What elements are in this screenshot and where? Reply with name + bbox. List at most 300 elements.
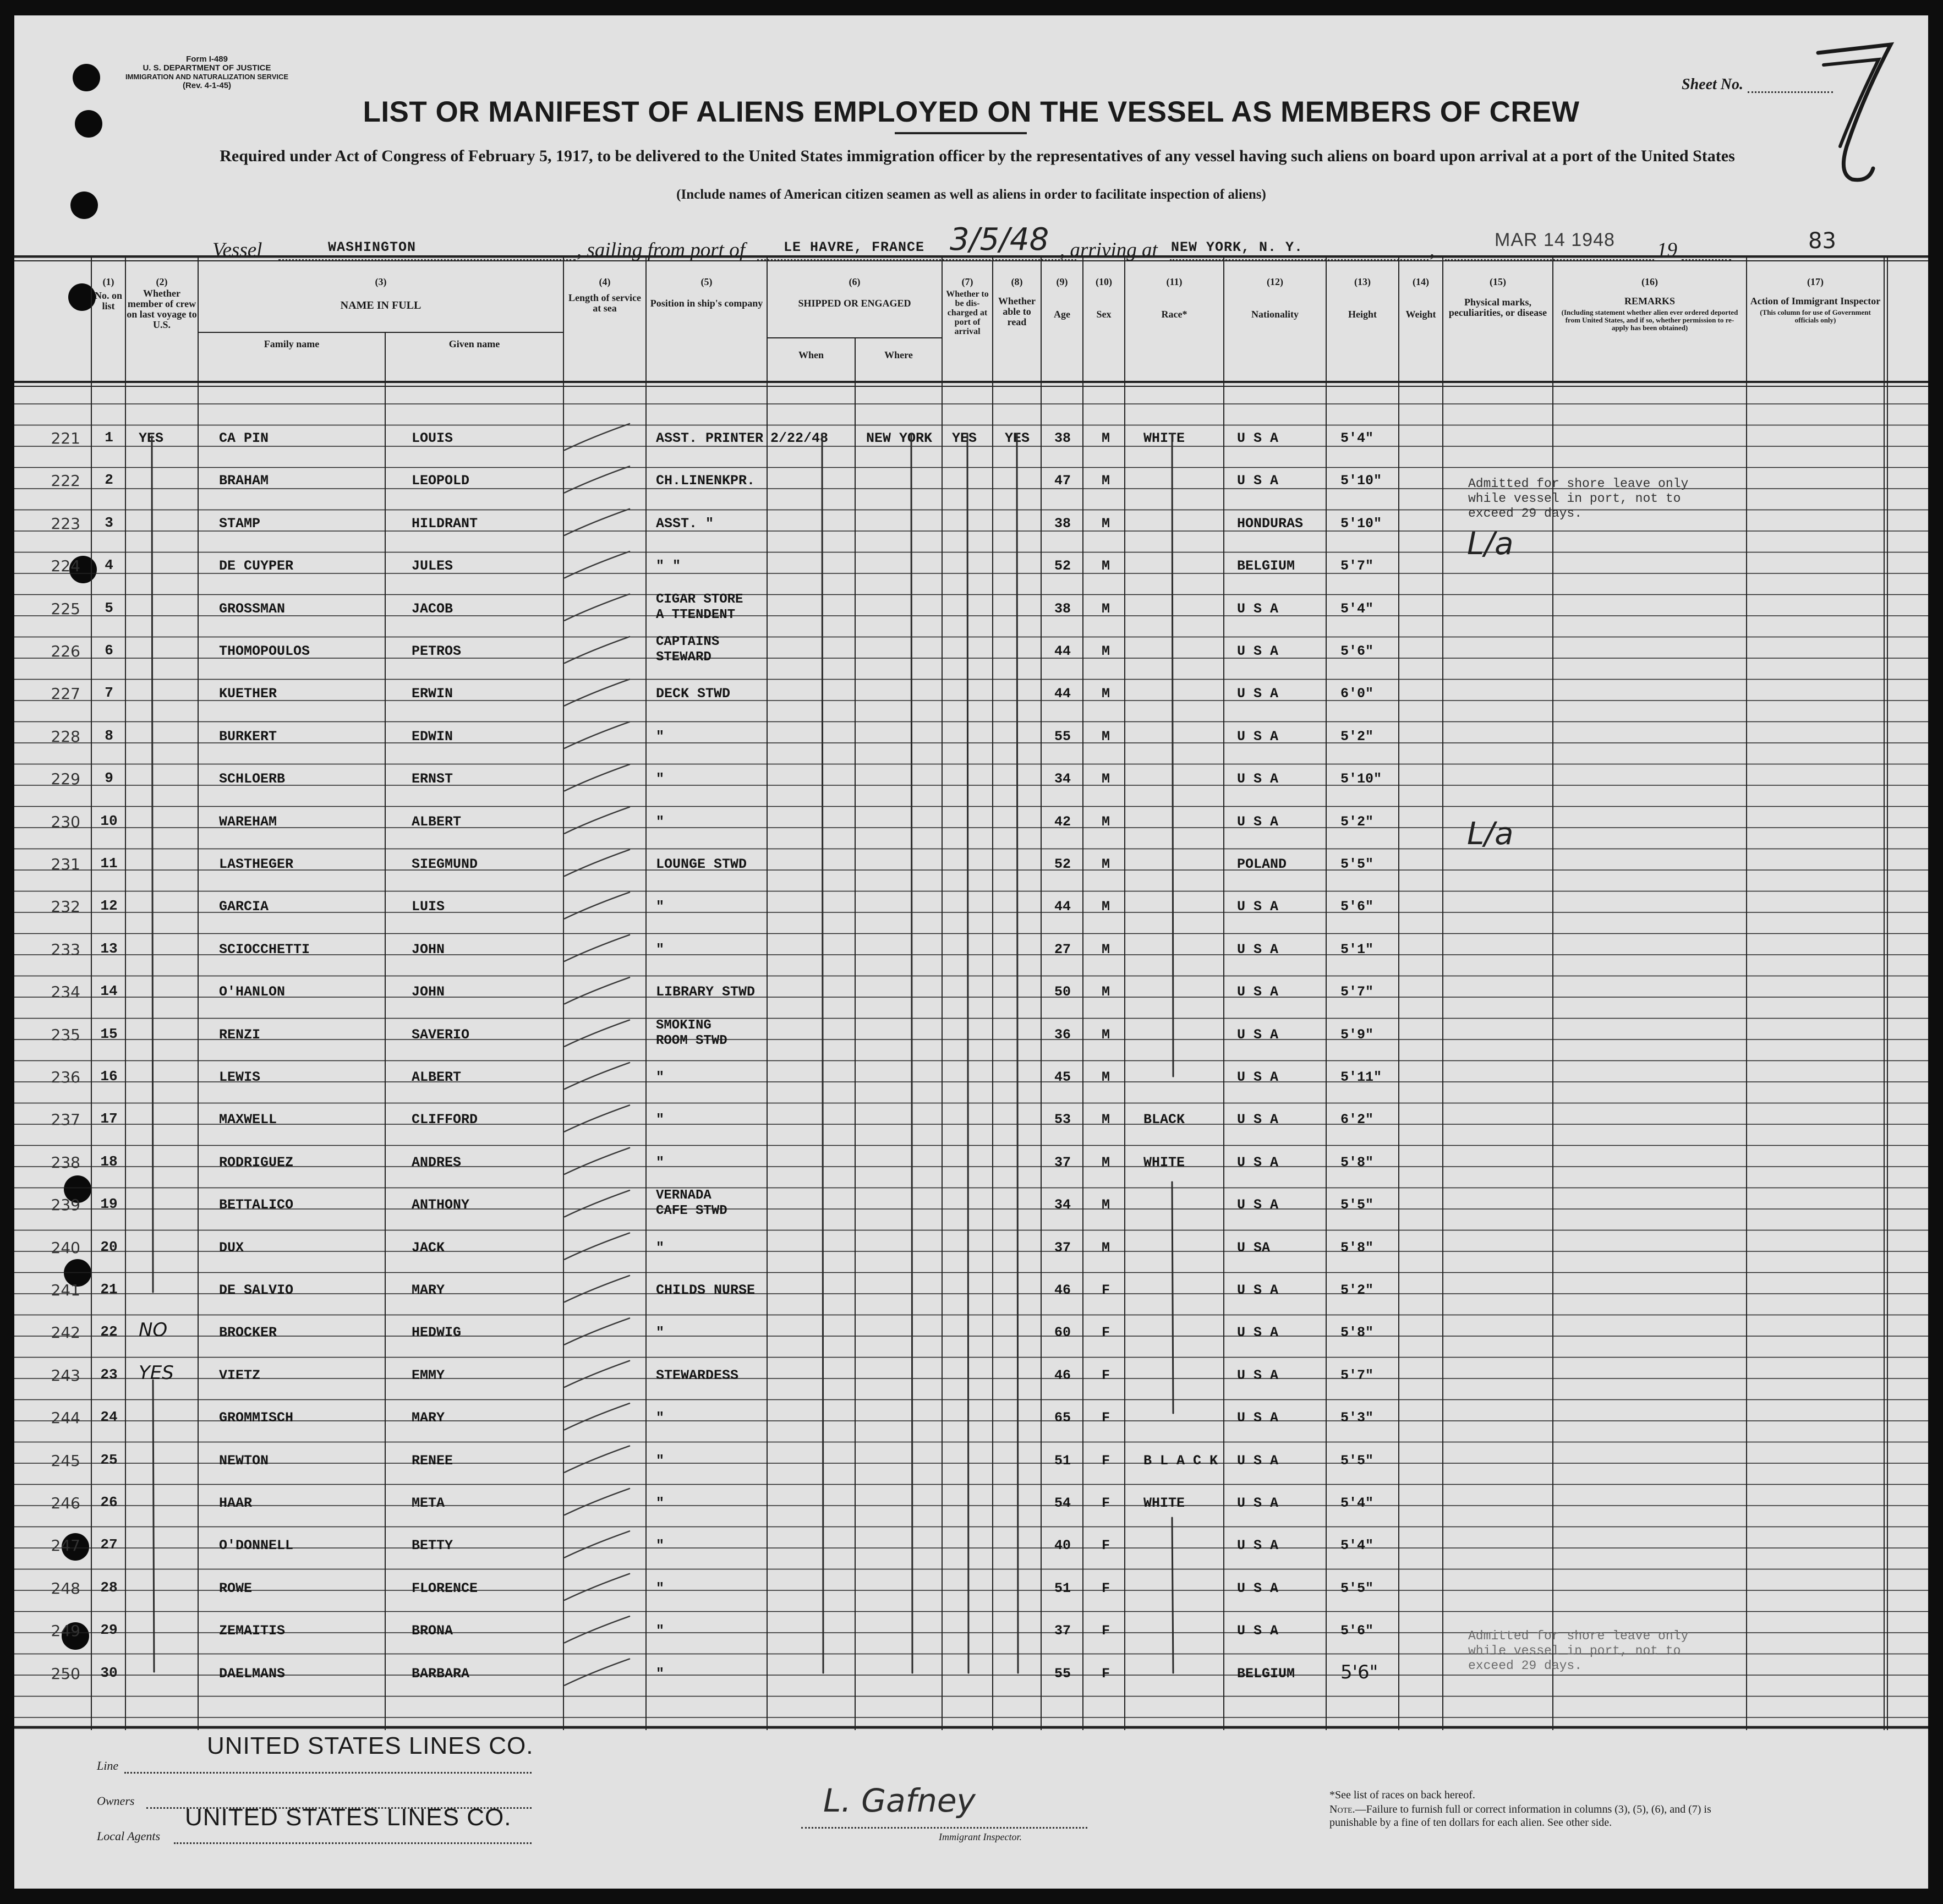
- position-cell: ": [656, 1410, 665, 1426]
- margin-line-number: 247: [51, 1536, 80, 1555]
- family-name-cell: STAMP: [219, 515, 261, 532]
- page-code: 83: [1808, 228, 1836, 254]
- col1-header: (1) No. on list: [94, 276, 122, 311]
- service-length-mark: [565, 679, 630, 705]
- height-cell: 6'2": [1340, 1112, 1374, 1128]
- age-cell: 53: [1054, 1112, 1071, 1128]
- given-name-cell: ANTHONY: [412, 1197, 470, 1213]
- given-name-cell: JULES: [412, 558, 453, 575]
- height-cell: 5'6": [1340, 1661, 1378, 1683]
- sex-cell: M: [1102, 643, 1110, 659]
- crew-cell: NO: [139, 1319, 168, 1342]
- col10-header: (10) Sex: [1096, 276, 1112, 320]
- sex-cell: F: [1102, 1367, 1110, 1383]
- list-number-cell: 9: [105, 770, 113, 787]
- height-cell: 5'5": [1340, 1197, 1374, 1213]
- height-cell: 5'5": [1340, 1580, 1374, 1596]
- given-name-cell: ERWIN: [412, 686, 453, 702]
- given-name-cell: LUIS: [412, 899, 445, 915]
- position-cell: ": [656, 1325, 665, 1341]
- family-name-cell: GROMMISCH: [219, 1410, 294, 1426]
- age-cell: 34: [1054, 1197, 1071, 1213]
- nationality-cell: U S A: [1237, 643, 1279, 659]
- position-cell: ": [656, 813, 665, 830]
- remark-shore-leave-1: Admitted for shore leave only while vessel in port, not to exceed 29 days.: [1468, 477, 1689, 521]
- margin-line-number: 228: [51, 727, 80, 746]
- crew-cell: YES: [139, 430, 164, 446]
- list-number-cell: 29: [100, 1622, 118, 1639]
- position-cell: ": [656, 1580, 665, 1596]
- margin-line-number: 221: [51, 429, 80, 447]
- family-name-cell: DE SALVIO: [219, 1282, 294, 1298]
- nationality-cell: HONDURAS: [1237, 515, 1304, 532]
- sex-cell: M: [1102, 941, 1110, 958]
- sex-cell: M: [1102, 686, 1110, 702]
- service-length-mark: [565, 1190, 630, 1217]
- service-length-mark: [565, 850, 630, 876]
- age-cell: 37: [1054, 1239, 1071, 1256]
- include-note: (Include names of American citizen seamen as well as aliens in order to facilitate inspection of aliens): [676, 187, 1266, 202]
- family-name-cell: RENZI: [219, 1026, 261, 1043]
- given-name-cell: ERNST: [412, 771, 453, 787]
- given-name-cell: RENEE: [412, 1452, 453, 1469]
- list-number-cell: 26: [100, 1494, 118, 1511]
- service-length-mark: [565, 1616, 630, 1643]
- height-cell: 5'4": [1340, 430, 1374, 446]
- height-cell: 5'7": [1340, 984, 1374, 1000]
- footer-line-label: Line: [97, 1759, 119, 1772]
- given-name-cell: BETTY: [412, 1538, 453, 1554]
- family-name-cell: RODRIGUEZ: [219, 1154, 294, 1170]
- nationality-cell: U S A: [1237, 686, 1279, 702]
- position-cell: ": [656, 1069, 665, 1085]
- nationality-cell: U S A: [1237, 1580, 1279, 1596]
- nationality-cell: U SA: [1237, 1239, 1271, 1256]
- margin-line-number: 241: [51, 1281, 80, 1299]
- margin-line-number: 244: [51, 1409, 80, 1427]
- sex-cell: M: [1102, 430, 1110, 446]
- col17-header: (17) Action of Immigrant Inspector (This column for use of Government officials only): [1750, 276, 1881, 324]
- list-number-cell: 17: [100, 1110, 118, 1128]
- list-number-cell: 22: [100, 1323, 118, 1341]
- age-cell: 47: [1054, 473, 1071, 489]
- family-name-cell: BRAHAM: [219, 473, 269, 489]
- margin-line-number: 246: [51, 1494, 80, 1512]
- height-cell: 5'7": [1340, 558, 1374, 575]
- height-cell: 5'8": [1340, 1325, 1374, 1341]
- family-name-cell: VIETZ: [219, 1367, 261, 1383]
- given-name-cell: BARBARA: [412, 1665, 470, 1682]
- nationality-cell: U S A: [1237, 1197, 1279, 1213]
- list-number-cell: 27: [100, 1536, 118, 1553]
- race-cell: BLACK: [1143, 1112, 1185, 1128]
- remark-initials-1: L/a: [1467, 526, 1514, 562]
- sex-cell: M: [1102, 1239, 1110, 1256]
- position-cell: ": [656, 941, 665, 958]
- list-number-cell: 16: [100, 1068, 118, 1085]
- margin-line-number: 236: [51, 1068, 80, 1086]
- remark-initials-2: L/a: [1467, 816, 1514, 852]
- col9-header: (9) Age: [1054, 276, 1070, 320]
- margin-line-number: 232: [51, 898, 80, 916]
- port-from: LE HAVRE, FRANCE: [784, 239, 925, 255]
- position-cell: ": [656, 1538, 665, 1554]
- given-name-cell: PETROS: [412, 643, 462, 659]
- shipped-where-cell: NEW YORK: [866, 430, 933, 446]
- service-length-mark: [565, 1489, 630, 1515]
- col6-when-header: When: [798, 349, 824, 360]
- family-name-cell: KUETHER: [219, 686, 277, 702]
- form-rev: (Rev. 4-1-45): [182, 81, 232, 90]
- nationality-cell: U S A: [1237, 771, 1279, 787]
- list-number-cell: 30: [100, 1664, 118, 1681]
- nationality-cell: U S A: [1237, 1495, 1279, 1511]
- family-name-cell: BETTALICO: [219, 1197, 294, 1213]
- service-length-mark: [565, 1233, 630, 1260]
- col5-header: (5) Position in ship's company: [650, 276, 763, 309]
- age-cell: 40: [1054, 1538, 1071, 1554]
- margin-line-number: 223: [51, 514, 80, 533]
- position-cell: CAPTAINS STEWARD: [656, 634, 720, 665]
- nationality-cell: U S A: [1237, 728, 1279, 745]
- list-number-cell: 14: [100, 983, 118, 1000]
- family-name-cell: DUX: [219, 1239, 244, 1256]
- list-number-cell: 24: [100, 1409, 118, 1426]
- given-name-cell: BRONA: [412, 1623, 453, 1639]
- list-number-cell: 13: [100, 940, 118, 957]
- nationality-cell: U S A: [1237, 1282, 1279, 1298]
- given-name-cell: ANDRES: [412, 1154, 462, 1170]
- service-length-mark: [565, 1020, 630, 1047]
- given-name-cell: LOUIS: [412, 430, 453, 446]
- position-cell: ": [656, 1495, 665, 1511]
- col6-header: (6) SHIPPED OR ENGAGED: [798, 276, 911, 309]
- service-length-mark: [565, 1531, 630, 1557]
- sex-cell: F: [1102, 1665, 1110, 1682]
- position-cell: CIGAR STORE A TTENDENT: [656, 592, 743, 622]
- family-name-cell: GROSSMAN: [219, 600, 286, 617]
- margin-line-number: 226: [51, 642, 80, 660]
- col11-header: (11) Race*: [1161, 276, 1187, 320]
- family-name-cell: SCIOCCHETTI: [219, 941, 310, 958]
- list-number-cell: 5: [105, 599, 113, 616]
- margin-line-number: 234: [51, 983, 80, 1002]
- position-cell: ASST. PRINTER: [656, 430, 764, 446]
- sailing-label: , sailing from port of: [577, 239, 745, 261]
- penalty-note: Note.—Failure to furnish full or correct information in columns (3), (5), (6), and (7) is punishable by a fine of ten dollars for each alien. See other side.: [1329, 1803, 1711, 1829]
- given-name-cell: CLIFFORD: [412, 1112, 478, 1128]
- age-cell: 55: [1054, 1665, 1071, 1682]
- given-name-cell: LEOPOLD: [412, 473, 470, 489]
- service-length-mark: [565, 466, 630, 493]
- given-name-cell: EMMY: [412, 1367, 445, 1383]
- col15-header: (15) Physical marks, peculiarities, or disease: [1448, 276, 1547, 318]
- list-number-cell: 18: [100, 1153, 118, 1170]
- sex-cell: M: [1102, 515, 1110, 532]
- sex-cell: F: [1102, 1452, 1110, 1469]
- col13-header: (13) Height: [1348, 276, 1377, 320]
- position-cell: ": [656, 1112, 665, 1128]
- height-cell: 5'10": [1340, 473, 1382, 489]
- footer-agents-value: UNITED STATES LINES CO.: [185, 1804, 512, 1831]
- manifest-title: LIST OR MANIFEST OF ALIENS EMPLOYED ON THE VESSEL AS MEMBERS OF CREW: [363, 96, 1580, 128]
- margin-line-number: 233: [51, 940, 80, 959]
- service-length-mark: [565, 1063, 630, 1089]
- sex-cell: M: [1102, 473, 1110, 489]
- height-cell: 5'2": [1340, 728, 1374, 745]
- height-cell: 5'1": [1340, 941, 1374, 958]
- year-label: 19: [1657, 239, 1677, 261]
- given-name-cell: JACOB: [412, 600, 453, 617]
- margin-line-number: 229: [51, 770, 80, 789]
- service-length-mark: [565, 1446, 630, 1473]
- given-name-cell: JACK: [412, 1239, 445, 1256]
- service-length-mark: [565, 424, 630, 450]
- family-name-cell: LEWIS: [219, 1069, 261, 1085]
- list-number-cell: 19: [100, 1196, 118, 1213]
- nationality-cell: U S A: [1237, 1026, 1279, 1043]
- col12-header: (12) Nationality: [1251, 276, 1299, 320]
- able-to-read-cell: YES: [1005, 430, 1030, 446]
- given-name-cell: JOHN: [412, 941, 445, 958]
- position-cell: ": [656, 1154, 665, 1170]
- sex-cell: F: [1102, 1325, 1110, 1341]
- col3-header: (3) NAME IN FULL: [340, 276, 422, 311]
- age-cell: 52: [1054, 856, 1071, 872]
- margin-line-number: 224: [51, 557, 80, 576]
- age-cell: 42: [1054, 813, 1071, 830]
- height-cell: 5'11": [1340, 1069, 1382, 1085]
- margin-line-number: 235: [51, 1025, 80, 1044]
- margin-line-number: 243: [51, 1366, 80, 1385]
- vessel-name: WASHINGTON: [328, 239, 417, 255]
- position-cell: ": [656, 1239, 665, 1256]
- family-name-cell: THOMOPOULOS: [219, 643, 310, 659]
- age-cell: 54: [1054, 1495, 1071, 1511]
- sex-cell: M: [1102, 813, 1110, 830]
- family-name-cell: DE CUYPER: [219, 558, 294, 575]
- height-cell: 5'6": [1340, 899, 1374, 915]
- age-cell: 34: [1054, 771, 1071, 787]
- arriving-label: , arriving at: [1060, 239, 1158, 261]
- list-number-cell: 21: [100, 1281, 118, 1298]
- list-number-cell: 4: [105, 557, 113, 574]
- margin-line-number: 237: [51, 1110, 80, 1129]
- given-name-cell: FLORENCE: [412, 1580, 478, 1596]
- height-cell: 5'8": [1340, 1154, 1374, 1170]
- margin-line-number: 239: [51, 1196, 80, 1214]
- family-name-cell: ROWE: [219, 1580, 253, 1596]
- nationality-cell: U S A: [1237, 941, 1279, 958]
- col16-header: (16) REMARKS (Including statement whether alien ever ordered deported from United States, and if so, whether permission to re-apply has been obtained): [1561, 276, 1738, 332]
- service-length-mark: [565, 807, 630, 834]
- position-cell: CHILDS NURSE: [656, 1282, 756, 1298]
- nationality-cell: BELGIUM: [1237, 558, 1295, 575]
- list-number-cell: 6: [105, 642, 113, 659]
- height-cell: 5'3": [1340, 1410, 1374, 1426]
- position-cell: ": [656, 771, 665, 787]
- ditto-lines: [14, 15, 1928, 1889]
- given-name-cell: EDWIN: [412, 728, 453, 745]
- sheet-no-label: Sheet No.: [1682, 76, 1743, 93]
- height-cell: 5'6": [1340, 643, 1374, 659]
- remark-shore-leave-2: Admitted for shore leave only while vessel in port, not to exceed 29 days.: [1468, 1629, 1689, 1673]
- sex-cell: M: [1102, 899, 1110, 915]
- family-name-cell: SCHLOERB: [219, 771, 286, 787]
- age-cell: 51: [1054, 1580, 1071, 1596]
- age-cell: 55: [1054, 728, 1071, 745]
- age-cell: 27: [1054, 941, 1071, 958]
- age-cell: 38: [1054, 430, 1071, 446]
- height-cell: 5'4": [1340, 1495, 1374, 1511]
- footer-line-value: UNITED STATES LINES CO.: [207, 1732, 534, 1759]
- service-length-mark: [565, 722, 630, 748]
- age-cell: 46: [1054, 1282, 1071, 1298]
- service-length-mark: [565, 1574, 630, 1600]
- position-cell: ": [656, 1665, 665, 1682]
- list-number-cell: 11: [100, 855, 118, 872]
- crew-cell: YES: [139, 1361, 174, 1384]
- sex-cell: M: [1102, 856, 1110, 872]
- given-name-cell: MARY: [412, 1410, 445, 1426]
- form-number: Form I-489: [186, 54, 228, 64]
- race-cell: WHITE: [1143, 430, 1185, 446]
- height-cell: 5'2": [1340, 1282, 1374, 1298]
- margin-line-number: 249: [51, 1622, 80, 1640]
- sex-cell: M: [1102, 984, 1110, 1000]
- comma-sep: ,: [1430, 239, 1435, 261]
- position-cell: VERNADA CAFE STWD: [656, 1188, 727, 1219]
- age-cell: 52: [1054, 558, 1071, 575]
- margin-line-number: 230: [51, 812, 80, 831]
- position-cell: DECK STWD: [656, 686, 731, 702]
- height-cell: 5'4": [1340, 1538, 1374, 1554]
- sex-cell: F: [1102, 1495, 1110, 1511]
- height-cell: 6'0": [1340, 686, 1374, 702]
- race-cell: B L A C K: [1143, 1452, 1218, 1469]
- service-length-mark: [565, 1659, 630, 1686]
- family-name-cell: O'HANLON: [219, 984, 286, 1000]
- sex-cell: F: [1102, 1410, 1110, 1426]
- family-name-cell: WAREHAM: [219, 813, 277, 830]
- inspector-signature: L. Gafney: [823, 1782, 976, 1819]
- service-length-mark: [565, 1318, 630, 1344]
- list-number-cell: 2: [105, 472, 113, 489]
- given-name-cell: JOHN: [412, 984, 445, 1000]
- service-length-mark: [565, 551, 630, 578]
- age-cell: 51: [1054, 1452, 1071, 1469]
- nationality-cell: U S A: [1237, 1112, 1279, 1128]
- sex-cell: M: [1102, 771, 1110, 787]
- nationality-cell: U S A: [1237, 899, 1279, 915]
- list-number-cell: 10: [100, 812, 118, 829]
- position-cell: STEWARDESS: [656, 1367, 739, 1383]
- position-cell: LOUNGE STWD: [656, 856, 747, 872]
- position-cell: LIBRARY STWD: [656, 984, 756, 1000]
- sex-cell: F: [1102, 1623, 1110, 1639]
- list-number-cell: 3: [105, 514, 113, 531]
- manifest-sheet: [14, 15, 1928, 1889]
- family-name-cell: LASTHEGER: [219, 856, 294, 872]
- vessel-label: Vessel: [212, 239, 262, 261]
- family-name-cell: MAXWELL: [219, 1112, 277, 1128]
- nationality-cell: U S A: [1237, 1367, 1279, 1383]
- nationality-cell: U S A: [1237, 813, 1279, 830]
- height-cell: 5'6": [1340, 1623, 1374, 1639]
- age-cell: 38: [1054, 515, 1071, 532]
- nationality-cell: U S A: [1237, 1325, 1279, 1341]
- sex-cell: M: [1102, 600, 1110, 617]
- nationality-cell: U S A: [1237, 984, 1279, 1000]
- age-cell: 60: [1054, 1325, 1071, 1341]
- nationality-cell: U S A: [1237, 1410, 1279, 1426]
- sex-cell: M: [1102, 1112, 1110, 1128]
- nationality-cell: U S A: [1237, 1154, 1279, 1170]
- col3-family-header: Family name: [264, 338, 320, 349]
- position-cell: ": [656, 1623, 665, 1639]
- margin-line-number: 222: [51, 472, 80, 490]
- age-cell: 46: [1054, 1367, 1071, 1383]
- service-length-mark: [565, 1403, 630, 1430]
- nationality-cell: U S A: [1237, 600, 1279, 617]
- list-number-cell: 12: [100, 898, 118, 915]
- race-note: *See list of races on back hereof.: [1329, 1789, 1475, 1801]
- race-cell: WHITE: [1143, 1154, 1185, 1170]
- sex-cell: M: [1102, 1069, 1110, 1085]
- given-name-cell: HILDRANT: [412, 515, 478, 532]
- age-cell: 37: [1054, 1623, 1071, 1639]
- position-cell: ": [656, 728, 665, 745]
- sex-cell: F: [1102, 1580, 1110, 1596]
- list-number-cell: 20: [100, 1238, 118, 1255]
- sex-cell: M: [1102, 558, 1110, 575]
- family-name-cell: DAELMANS: [219, 1665, 286, 1682]
- port-to: NEW YORK, N. Y.: [1171, 239, 1304, 255]
- col3-given-header: Given name: [448, 338, 500, 349]
- margin-line-number: 227: [51, 685, 80, 703]
- age-cell: 44: [1054, 899, 1071, 915]
- list-number-cell: 8: [105, 727, 113, 744]
- nationality-cell: U S A: [1237, 473, 1279, 489]
- service-length-mark: [565, 1148, 630, 1174]
- height-cell: 5'8": [1340, 1239, 1374, 1256]
- list-number-cell: 7: [105, 685, 113, 702]
- service-length-mark: [565, 1105, 630, 1131]
- margin-line-number: 231: [51, 855, 80, 873]
- service-length-mark: [565, 637, 630, 663]
- family-name-cell: HAAR: [219, 1495, 253, 1511]
- age-cell: 38: [1054, 600, 1071, 617]
- position-cell: ": [656, 899, 665, 915]
- margin-line-number: 238: [51, 1153, 80, 1172]
- age-cell: 44: [1054, 643, 1071, 659]
- given-name-cell: MARY: [412, 1282, 445, 1298]
- given-name-cell: META: [412, 1495, 445, 1511]
- nationality-cell: U S A: [1237, 430, 1279, 446]
- nationality-cell: U S A: [1237, 1452, 1279, 1469]
- nationality-cell: U S A: [1237, 1538, 1279, 1554]
- list-number-cell: 15: [100, 1025, 118, 1042]
- nationality-cell: BELGIUM: [1237, 1665, 1295, 1682]
- col2-header: (2) Whether member of crew on last voyage to U.S.: [127, 276, 197, 330]
- service-length-mark: [565, 977, 630, 1004]
- height-cell: 5'4": [1340, 600, 1374, 617]
- margin-line-number: 225: [51, 599, 80, 618]
- height-cell: 5'5": [1340, 1452, 1374, 1469]
- height-cell: 5'7": [1340, 1367, 1374, 1383]
- position-cell: ": [656, 1452, 665, 1469]
- service-length-mark: [565, 764, 630, 791]
